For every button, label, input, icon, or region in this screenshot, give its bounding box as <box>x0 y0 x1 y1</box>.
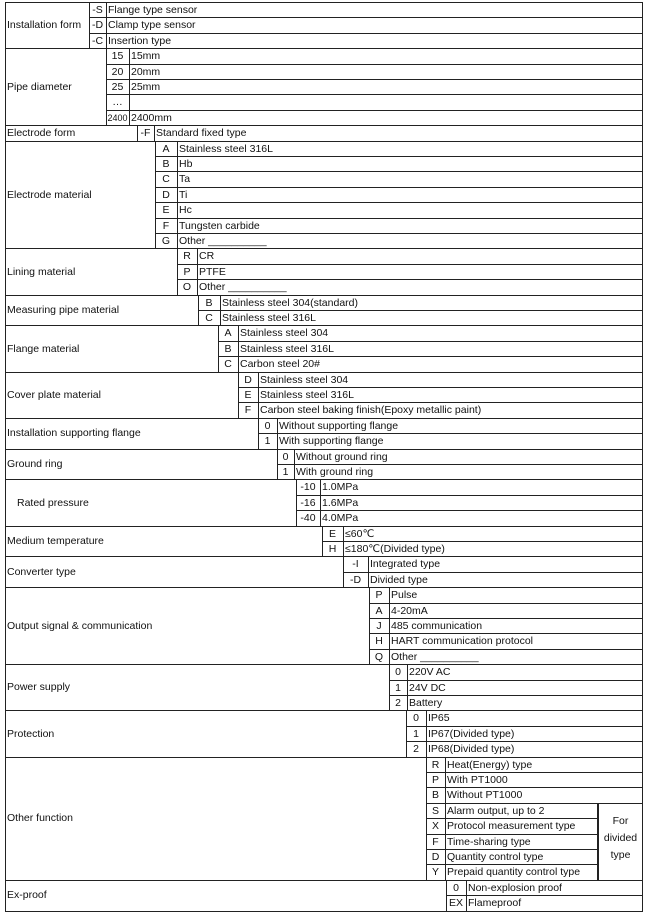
option-description: Divided type <box>370 573 428 586</box>
option-code: 2400 <box>107 112 128 123</box>
option-code: -D <box>91 19 104 32</box>
option-description: Without PT1000 <box>447 789 523 802</box>
option-code: -10 <box>300 481 316 494</box>
option-description: Insertion type <box>108 34 172 47</box>
section-label: Power supply <box>7 681 71 694</box>
section-label: Electrode material <box>7 188 92 201</box>
option-description: Non-explosion proof <box>468 881 562 894</box>
option-code: -F <box>140 127 151 140</box>
description-cell <box>129 79 643 95</box>
description-cell <box>320 510 643 526</box>
option-description: Without ground ring <box>296 450 388 463</box>
option-code: D <box>244 373 252 386</box>
option-code: B <box>431 789 439 802</box>
description-cell <box>177 156 643 172</box>
option-description: Carbon steel 20# <box>240 358 320 371</box>
option-code: B <box>224 342 232 355</box>
option-code: P <box>431 774 439 786</box>
description-cell <box>320 479 643 495</box>
option-code: B <box>205 296 213 309</box>
section-label: Installation supporting flange <box>7 427 141 440</box>
option-description: Hc <box>179 204 192 217</box>
option-code: 0 <box>413 712 419 725</box>
option-description: 15mm <box>131 50 161 63</box>
option-description: Battery <box>409 697 443 709</box>
option-code: G <box>161 235 171 247</box>
description-cell <box>389 587 643 603</box>
description-cell <box>129 94 643 110</box>
option-description: 4-20mA <box>391 604 428 617</box>
option-description: Protocol measurement type <box>447 820 576 833</box>
description-cell <box>129 110 643 126</box>
option-code: E <box>244 389 252 401</box>
option-description: 4.0MPa <box>322 512 359 525</box>
option-description: Ti <box>179 188 188 201</box>
option-description: Other __________ <box>179 235 267 247</box>
option-description: IP67(Divided type) <box>428 727 515 740</box>
option-description: Stainless steel 316L <box>222 312 316 324</box>
option-description: 20mm <box>131 65 161 78</box>
option-code: EX <box>448 897 463 910</box>
section-label: Ex-proof <box>7 889 47 902</box>
description-cell <box>197 264 643 280</box>
option-description: Without supporting flange <box>279 419 399 432</box>
option-code: A <box>375 604 383 617</box>
option-code: -S <box>92 4 103 16</box>
section-label: Flange material <box>7 342 80 355</box>
option-description: IP68(Divided type) <box>428 743 515 756</box>
option-description: Stainless steel 316L <box>260 389 354 401</box>
option-description: Standard fixed type <box>156 127 247 140</box>
option-code: 2 <box>413 743 419 756</box>
option-description: 2400mm <box>131 111 172 124</box>
option-code: E <box>162 204 170 217</box>
section-label: Output signal & communication <box>7 619 153 632</box>
option-code: H <box>328 543 337 555</box>
description-cell <box>320 495 643 511</box>
option-code: 15 <box>111 50 124 63</box>
section-label: Converter type <box>7 565 76 578</box>
option-code: 1 <box>282 466 289 478</box>
option-code: O <box>182 281 192 294</box>
option-description: Integrated type <box>370 558 441 571</box>
option-description: Stainless steel 316L <box>179 142 273 155</box>
option-code: B <box>162 158 170 170</box>
option-code: R <box>431 758 440 771</box>
divided-type-note: divided <box>603 831 638 844</box>
option-description: With ground ring <box>296 466 374 478</box>
section-label: Medium temperature <box>7 535 104 547</box>
option-description: Ta <box>179 173 191 186</box>
option-code: Y <box>431 866 439 879</box>
option-description: Time-sharing type <box>447 835 531 848</box>
option-code: 1 <box>264 435 271 448</box>
option-code: P <box>375 589 383 602</box>
option-description: Heat(Energy) type <box>447 758 533 771</box>
option-description: Stainless steel 304(standard) <box>222 296 358 309</box>
option-code: F <box>432 835 439 848</box>
option-description: Alarm output, up to 2 <box>447 804 545 817</box>
description-cell <box>106 33 643 49</box>
option-code: 2 <box>395 697 401 709</box>
description-cell <box>177 187 643 203</box>
option-description: Flange type sensor <box>108 4 198 16</box>
divided-type-note: type <box>610 848 631 861</box>
option-description: 1.0MPa <box>322 481 359 494</box>
section-label: Cover plate material <box>7 388 101 401</box>
option-code: C <box>162 173 170 186</box>
option-description: Hb <box>179 158 193 170</box>
option-description: 24V DC <box>409 681 446 694</box>
option-code: -I <box>352 558 359 571</box>
option-code: -C <box>91 34 104 47</box>
option-code: 0 <box>453 881 459 894</box>
description-cell <box>177 202 643 218</box>
section-label: Pipe diameter <box>7 80 72 93</box>
option-description: Other __________ <box>199 281 287 294</box>
section-label-cell <box>5 710 407 757</box>
option-code: F <box>162 219 170 232</box>
option-code: A <box>162 142 170 155</box>
option-description: HART communication protocol <box>391 635 534 648</box>
option-description: 485 communication <box>391 620 483 632</box>
option-code: 0 <box>264 419 271 432</box>
section-label: Measuring pipe material <box>7 304 120 316</box>
option-description: Quantity control type <box>447 851 544 863</box>
section-label: Electrode form <box>7 126 76 139</box>
option-description: Stainless steel 304 <box>260 373 349 386</box>
option-description: 25mm <box>131 81 161 93</box>
section-label: Other function <box>7 812 73 825</box>
section-label-cell <box>5 880 447 912</box>
section-label: Lining material <box>7 265 76 278</box>
description-cell <box>426 710 643 726</box>
option-code: X <box>431 820 439 833</box>
option-code: C <box>224 358 232 371</box>
option-description: Other __________ <box>391 650 479 663</box>
section-label: Ground ring <box>7 458 63 470</box>
option-code: 1 <box>395 681 401 694</box>
option-code: S <box>431 804 439 817</box>
option-description: ≤60℃ <box>345 527 375 540</box>
option-code: H <box>375 635 383 648</box>
description-cell <box>129 48 643 64</box>
option-code: -40 <box>300 512 316 525</box>
option-code: J <box>376 620 382 632</box>
option-code: F <box>244 404 252 417</box>
option-code: P <box>183 265 191 278</box>
description-cell <box>129 64 643 80</box>
description-cell <box>177 171 643 187</box>
option-description: Pulse <box>391 589 418 602</box>
option-description: With PT1000 <box>447 774 508 786</box>
option-description: Prepaid quantity control type <box>447 866 581 879</box>
option-code: 1 <box>413 727 419 740</box>
description-cell <box>197 248 643 264</box>
option-description: Tungsten carbide <box>179 219 260 232</box>
divided-type-note: For <box>612 814 629 827</box>
section-label: Protection <box>7 727 55 740</box>
option-code: -16 <box>300 496 316 509</box>
option-description: IP65 <box>428 712 450 725</box>
description-cell <box>343 526 643 542</box>
option-code: E <box>328 527 336 540</box>
option-code: C <box>205 312 213 324</box>
option-description: Stainless steel 304 <box>240 327 329 340</box>
option-code: 0 <box>395 666 401 679</box>
option-description: Carbon steel baking finish(Epoxy metallic paint) <box>260 404 482 417</box>
option-description: 1.6MPa <box>322 496 359 509</box>
option-description: Clamp type sensor <box>108 19 196 32</box>
option-code: A <box>224 327 232 340</box>
option-code: -D <box>349 573 362 586</box>
section-label: Installation form <box>7 19 82 32</box>
option-code: R <box>183 250 191 263</box>
description-cell <box>407 695 643 711</box>
option-code: … <box>112 96 123 109</box>
option-description: CR <box>199 250 215 263</box>
option-description: With supporting flange <box>279 435 384 448</box>
option-code: 0 <box>282 450 289 463</box>
option-description: PTFE <box>199 265 226 278</box>
option-code: D <box>431 851 440 863</box>
option-code: Q <box>374 650 384 663</box>
section-label: Rated pressure <box>17 496 89 509</box>
option-code: 25 <box>111 81 124 93</box>
option-description: 220V AC <box>409 666 451 679</box>
option-description: ≤180℃(Divided type) <box>345 543 445 555</box>
option-description: Flameproof <box>468 897 522 910</box>
option-code: D <box>162 188 170 201</box>
option-description: Stainless steel 316L <box>240 342 334 355</box>
option-code: 20 <box>111 65 124 78</box>
